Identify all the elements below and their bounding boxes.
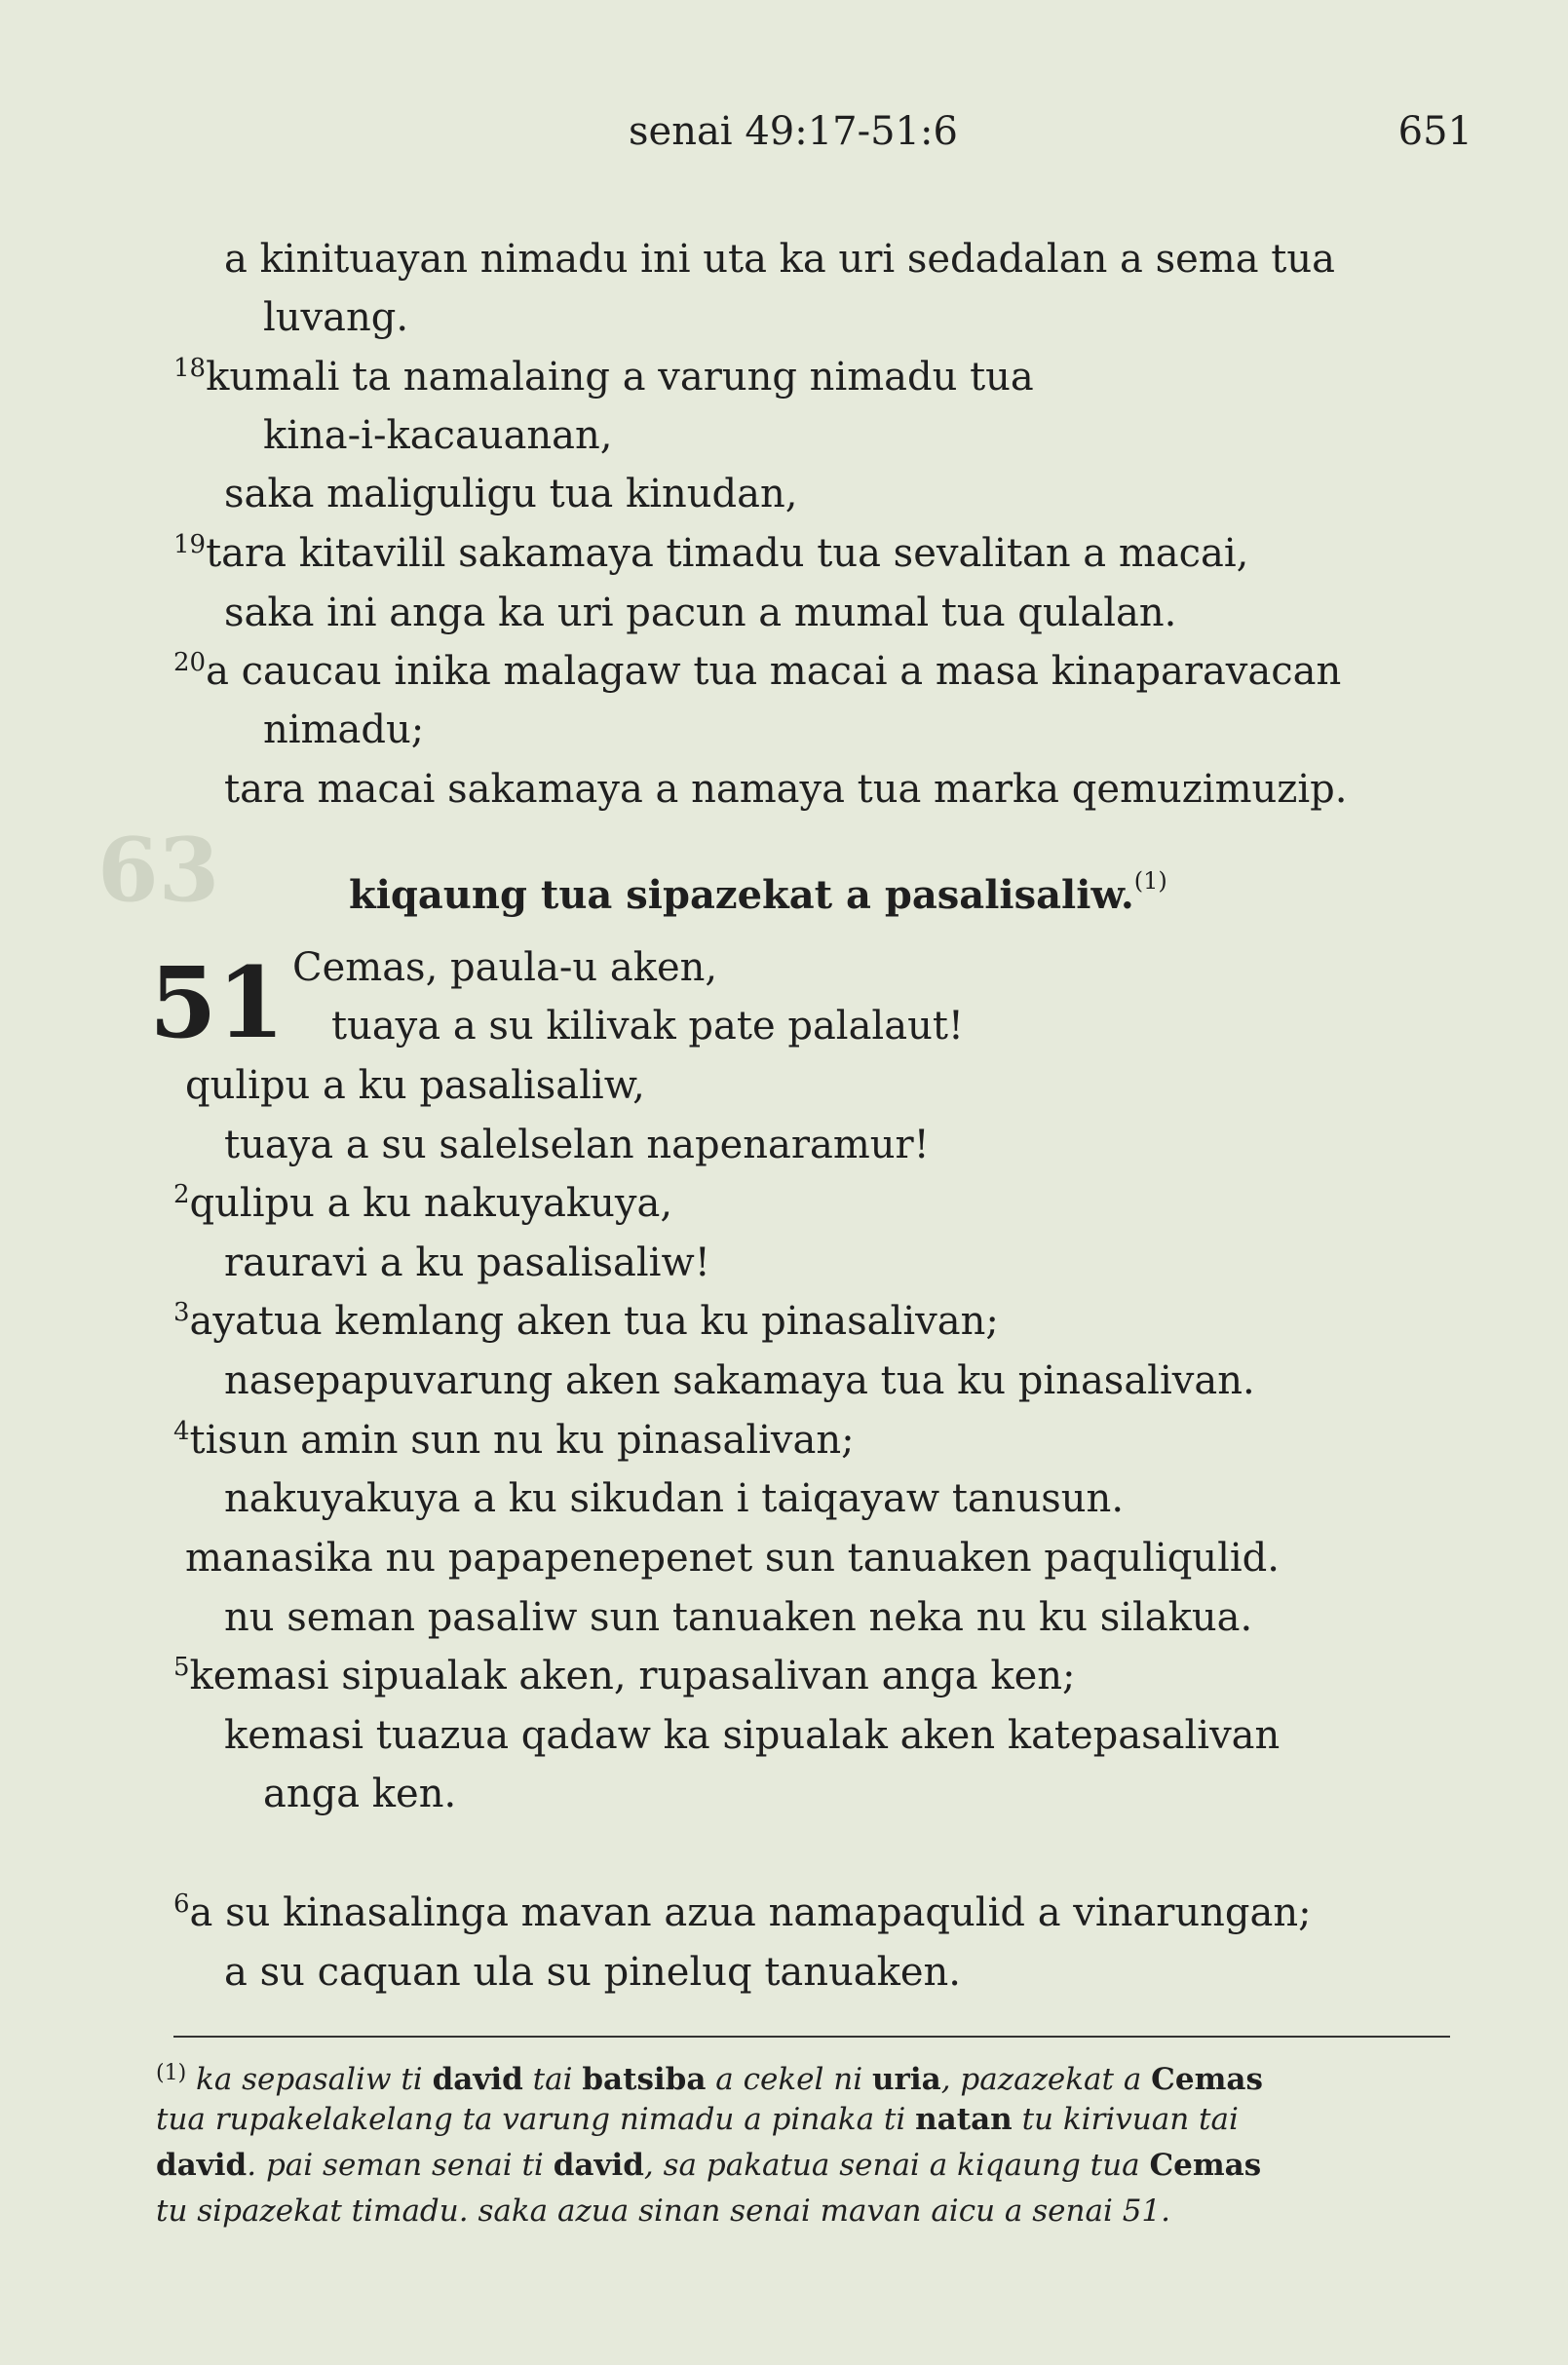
text-line: qulipu a ku pasalisaliw, [185,1063,645,1108]
text-line: tara macai sakamaya a namaya tua marka qemuzimuzip. [224,767,1348,812]
text-line: nakuyakuya a ku sikudan i taiqayaw tanusun. [224,1476,1125,1521]
text-line: anga ken. [263,1772,457,1816]
footnote-rule [173,2036,1450,2038]
text-line: $^{19}$tara kitavilil sakamaya timadu tua sevalitan a macai, [173,530,1249,576]
text-line: manasika nu papapenepenet sun tanuaken paquliqulid. [185,1536,1280,1581]
text-line: $^{20}$a caucau inika malagaw tua macai a masa kinaparavacan [173,648,1342,694]
running-title: senai 49:17-51:6 [629,109,958,154]
text-line: $^4$tisun amin sun nu ku pinasalivan; [173,1417,855,1463]
footnote-line: david. pai seman senai ti david, sa pakatua senai a kiqaung tua Cemas [156,2148,1262,2183]
text-line: saka ini anga ka uri pacun a mumal tua qulalan. [224,591,1177,635]
text-line: nimadu; [263,707,425,752]
text-line: tuaya a su salelselan napenaramur! [224,1123,930,1167]
text-line: saka maliguligu tua kinudan, [224,472,798,516]
text-line: kina-i-kacauanan, [263,413,613,458]
page-number: 651 [1397,109,1472,154]
text-line: a kinituayan nimadu ini uta ka uri sedadalan a sema tua [224,237,1335,282]
footnote-line: tu sipazekat timadu. saka azua sinan senai mavan aicu a senai 51. [156,2193,1171,2229]
footnote-line: tua rupakelakelang ta varung nimadu a pinaka ti natan tu kirivuan tai [156,2102,1239,2137]
text-line: luvang. [263,295,409,340]
text-line: $^2$qulipu a ku nakuyakuya, [173,1180,673,1226]
text-line: $^5$kemasi sipualak aken, rupasalivan anga ken; [173,1653,1076,1698]
text-line: $^6$a su kinasalinga mavan azua namapaqulid a vinarungan; [173,1889,1312,1935]
footnote-line: $^{(1)}$ ka sepasaliw ti david tai batsiba a cekel ni uria, pazazekat a Cemas [156,2061,1263,2097]
text-line: $^{18}$kumali ta namalaing a varung nimadu tua [173,354,1034,400]
chapter-number: 51 [149,945,286,1060]
text-line: $^3$ayatua kemlang aken tua ku pinasalivan; [173,1298,999,1344]
text-line: rauravi a ku pasalisaliw! [224,1240,710,1285]
text-line: a su caquan ula su pineluq tanuaken. [224,1950,962,1995]
text-line: tuaya a su kilivak pate palalaut! [331,1004,964,1049]
text-line: Cemas, paula-u aken, [292,945,718,990]
page-header [0,109,1568,168]
text-line: kemasi tuazua qadaw ka sipualak aken katepasalivan [224,1713,1281,1758]
bleed-through-mark: 63 [97,819,220,922]
text-line: nasepapuvarung aken sakamaya tua ku pinasalivan. [224,1358,1255,1403]
text-line: nu seman pasaliw sun tanuaken neka nu ku silakua. [224,1595,1253,1640]
psalm-heading: kiqaung tua sipazekat a pasalisaliw.$^{(1)}$ [349,867,1167,918]
